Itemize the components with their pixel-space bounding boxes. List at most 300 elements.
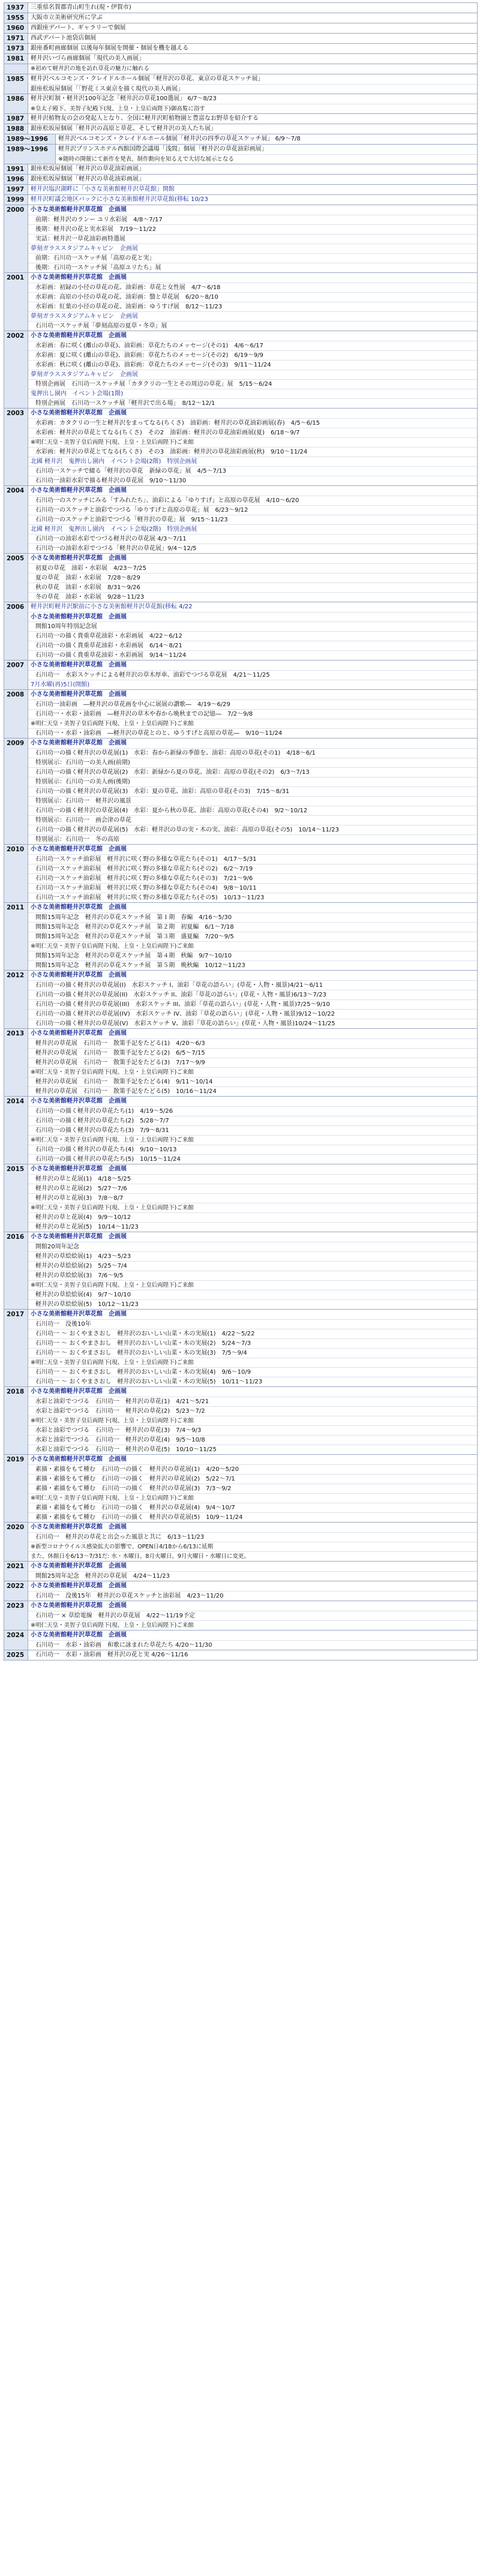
exhibition-entry: 石川功一の描く軽井沢の草花展(III) 水彩スケッチ III、油彩「草花の語らい」(草花・人物・風景)7/25〜9/10 [28,999,477,1009]
exhibition-entry: 水彩画：軽井沢の草花とてなる(ちくさ) その3 油彩画：軽井沢の草花油彩画展(秋) 9/10〜11/24 [28,447,477,457]
year-row [4,1523,477,1562]
year-row [4,971,477,1029]
exhibition-entry: 石川功一 水彩・油彩画 和歌に詠まれた草花たち 4/20〜11/30 [28,1640,477,1650]
exhibition-heading: 小さな美術館軽井沢草花館 企画展 [31,972,127,978]
exhibition-entry: ※明仁天皇・美智子皇后両陛下(現、上皇・上皇后両陛下)ご来館 [28,1135,477,1145]
year-row [4,175,477,185]
exhibition-entry: 石川功一の描く軽井沢の草花展(1) 水彩：春から新緑の季節を、油彩：高原の草花(その1) 4/18〜6/1 [28,748,477,758]
exhibition-entry: 水彩と油彩でつづる 石川功一 軽井沢の草花(3) 7/4〜9/3 [28,1425,477,1435]
exhibition-entry: また、休館日を6/13〜7/31だ: 水・木曜日、8月火曜日、9月火曜日・水曜日に変更。 [28,1551,477,1561]
exhibition-entry: 素描・素描をもて種む 石川功一の描く 軽井沢の草花展(2) 5/22〜7/1 [28,1474,477,1484]
year-label: 1973 [4,44,28,53]
exhibition-entry: 水彩画：紅葉の小径の草花の花、油彩画：ゆうすげ展 8/12〜11/23 [28,302,477,311]
year-entries [28,34,477,43]
exhibition-entry: 軽井沢の草絵絵展(2) 5/25〜7/4 [28,1261,477,1271]
year-label: 2015 [4,1164,28,1232]
exhibition-entry: 石川功一スケッチ油彩展 軽井沢に咲く野の多様な草花たち(その4) 9/8〜10/11 [28,883,477,893]
exhibition-entry: 石川功一のスケッチにみる「すみれたち」、油彩による「ゆりすげ」と高原の草花展 4/10〜6/20 [28,496,477,505]
year-entries [28,1631,477,1650]
year-row [4,660,477,690]
year-entries [28,1455,477,1522]
year-entries [28,44,477,53]
year-label: 1987 [4,114,28,124]
exhibition-entry: 石川功一 水彩スケッチによる軽井沢の草木厚車、油彩でつづる草花展 4/21〜11/25 [28,670,477,680]
year-label: 1981 [4,54,28,64]
year-entries [28,845,477,902]
exhibition-entry: 石川功一の描く貴重草花油彩・水彩画展 4/22〜6/12 [28,631,477,641]
exhibition-entry: 冬の草花 油彩・水彩展 9/28〜11/23 [28,592,477,602]
year-row [4,44,477,54]
year-label: 2023 [4,1601,28,1630]
year-entries [28,1310,477,1386]
exhibition-entry: 軽井沢の草花展 石川功一 散策手記をたどる(2) 6/5〜7/15 [28,1048,477,1058]
year-entries [28,554,477,602]
year-row [4,331,477,409]
exhibition-heading: 小さな美術館軽井沢草花館 企画展 [31,1166,127,1172]
exhibition-heading: 小さな美術館軽井沢草花館 企画展 [31,1456,127,1463]
year-row [4,205,477,273]
exhibition-heading: 小さな美術館軽井沢草花館 企画展 [31,1524,127,1530]
year-label: 1989〜1996 [4,145,56,164]
year-entries [28,3,477,13]
year-entries [28,114,477,124]
exhibition-entry: ※明仁天皇・美智子皇后両陛下(現、上皇・上皇后両陛下)ご来館 [28,1493,477,1503]
exhibition-entry: 大阪市立美術研究所に学ぶ [31,14,103,21]
exhibition-entry: 軽井沢ベルコモンズ・クレイドルホール個展「軽井沢の四季の草花スケッチ展」 6/9〜7/8 [58,136,301,142]
exhibition-heading: 小さな美術館軽井沢草花館 企画展 [28,612,477,622]
exhibition-entry: 石川功一の描く軽井沢の草花たち(3) 7/9〜8/31 [28,1125,477,1135]
year-label: 2020 [4,1523,28,1561]
year-entries [28,273,477,331]
year-label: 1989〜1996 [4,134,56,144]
year-label: 2014 [4,1097,28,1164]
exhibition-entry: 軽井沢の草花展 石川功一 散策手記をたどる(3) 7/17〜9/9 [28,1058,477,1067]
exhibition-heading: 小さな美術館軽井沢草花館 企画展 [31,740,127,746]
exhibition-heading: 小さな美術館軽井沢草花館 企画展 [31,846,127,852]
exhibition-entry: ※明仁天皇・美智子皇后両陛下(現、上皇・上皇后両陛下)ご来館 [28,1280,477,1290]
exhibition-entry: 水彩と油彩でつづる 石川功一 軽井沢の草花(2) 5/23〜7/2 [28,1406,477,1416]
exhibition-entry: 軽井沢町制・軽井沢100年記念「軽井沢の草花100選展」 6/7〜8/23 [31,95,217,102]
exhibition-entry: 7月水曜(再)5日(開館) [28,680,477,689]
year-entries [28,175,477,184]
exhibition-entry: 素描・素描をもて種む 石川功一の描く 軽井沢の草花展(3) 7/3〜9/2 [28,1484,477,1493]
exhibition-entry: 開館20周年記念 [28,1242,477,1251]
exhibition-entry: 後期：石川功一スケッチ展「高原ユリたち」展 [28,263,477,272]
year-label: 2017 [4,1310,28,1386]
year-row [4,486,477,554]
year-row [4,690,477,738]
exhibition-entry: 水彩画：高原の小径の草花の花、油彩画：翳と草花展 6/20〜8/10 [28,292,477,302]
year-row [4,1650,477,1661]
year-label: 1991 [4,164,28,174]
exhibition-entry: 石川功一のスケッチと油彩でつづる「軽井沢の草花」展 9/15〜11/23 [28,515,477,524]
year-row [4,409,477,486]
year-entries [28,1232,477,1309]
exhibition-entry: 西銀座デパート、ギャラリーで個展 [31,25,126,31]
exhibition-entry: 銀座松坂屋個展「軽井沢の高原と草花、そして軽井沢の美人たち展」 [31,125,217,132]
exhibition-entry: 特別展示：石川功一 画会津の草花 [28,815,477,825]
exhibition-entry: 石川功一 × 草絵電線 軽井沢の草花展 4/22〜11/19予定 [28,1611,477,1620]
exhibition-heading: 小さな美術館軽井沢草花館 企画展 [31,1233,127,1240]
exhibition-entry: 特別展示：石川功一 軽井沢の風景 [28,796,477,806]
exhibition-entry: 水彩と油彩でつづる 石川功一 軽井沢の草花(5) 10/10〜11/25 [28,1445,477,1454]
exhibition-entry: 軽井沢の草花展 石川功一 散策手記をたどる(1) 4/20〜6/3 [28,1038,477,1048]
exhibition-entry: ※明仁天皇・美智子皇后両陛下(現、上皇・上皇后両陛下)ご来館 [28,1203,477,1212]
exhibition-entry: 軽井沢植物友の会の発起人となり、全国に軽井沢町植物園と豊富なお野草を紹介する [31,115,259,122]
exhibition-heading: 小さな美術館軽井沢草花館 企画展 [31,410,127,416]
year-label: 2001 [4,273,28,331]
year-row [4,3,477,13]
exhibition-entry: 軽井沢の草絵絵展(3) 7/6〜9/5 [28,1271,477,1280]
year-entries [28,1581,477,1601]
exhibition-entry: 石川功一 ～ おくやまさおし 軽井沢のおいしい山菜・木の実展(2) 5/24〜7/3 [28,1338,477,1348]
exhibition-entry: 特別展示：石川功一 冬の高原 [28,834,477,844]
year-row [4,1601,477,1631]
year-label: 2018 [4,1387,28,1454]
exhibition-entry: 石川功一スケッチ油彩展 軽井沢に咲く野の多様な草花たち(その3) 7/21〜9/6 [28,873,477,883]
exhibition-entry: 石川功一 没後15年 軽井沢の草花スケッチと油彩展 4/23〜11/20 [28,1591,477,1601]
exhibition-history-table [4,2,478,1661]
year-label: 2007 [4,660,28,689]
exhibition-entry: 石川功一 軽井沢の草花と出会った風景と共に 6/13〜11/23 [28,1532,477,1542]
exhibition-entry: 実話：軽井沢一草花油彩画特選展 [28,234,477,244]
year-label: 2000 [4,205,28,272]
exhibition-entry: ※明仁天皇・美智子皇后両陛下(現、上皇・上皇后両陛下)ご来館 [28,1620,477,1630]
exhibition-entry: ※皇太子殿下、美智子妃殿下(現、上皇・上皇后両陛下)御高覧に浴す [28,104,477,113]
exhibition-entry: 石川功一スケッチ油彩展 軽井沢に咲く野の多様な草花たち(その2) 6/2〜7/19 [28,864,477,873]
year-row [4,1562,477,1581]
year-row [4,195,477,205]
exhibition-entry: 西武デパート池袋店個展 [31,35,97,41]
exhibition-entry: 軽井沢の草と花展(3) 7/8〜8/7 [28,1193,477,1203]
exhibition-entry: 石川功一の描く軽井沢の草花たち(1) 4/19〜5/26 [28,1106,477,1116]
exhibition-entry: 石川功一 ～ おくやまさおし 軽井沢のおいしい山菜・木の実展(4) 9/6〜10/9 [28,1367,477,1377]
exhibition-heading: 小さな美術館軽井沢草花館 企画展 [31,206,127,213]
exhibition-entry: ※新型コロナウイルス感染拡大の影響で、OPEN日4/18から6/13に延期 [28,1542,477,1551]
year-row [4,74,477,94]
exhibition-entry: 軽井沢ベルコモンズ・クレイドルホール個展「軽井沢の草花、東京の草花スケッチ展」 [31,76,264,82]
exhibition-entry: 初夏の草花 油彩・水彩展 4/23〜7/25 [28,563,477,573]
year-row [4,13,477,23]
year-entries [56,134,477,144]
year-entries [28,23,477,33]
year-label: 2002 [4,331,28,408]
exhibition-entry: 秋の草花 油彩・水彩展 8/31〜9/26 [28,583,477,592]
exhibition-entry: 前期：石川功一スケッチ展「高原の花と実」 [28,253,477,263]
exhibition-entry: 軽井沢の草花展 石川功一 散策手記をたどる(4) 9/11〜10/14 [28,1077,477,1086]
year-entries [28,164,477,174]
exhibition-entry: 石川功一の油彩水彩でつづる「軽井沢の草花展」9/4〜12/5 [28,544,477,553]
exhibition-heading: 小さな美術館軽井沢草花館 企画展 [31,1563,127,1569]
exhibition-entry: 素描・素描をもて種む 石川功一の描く 軽井沢の草花展(4) 9/4〜10/7 [28,1503,477,1512]
exhibition-heading: 小さな美術館軽井沢草花館 企画展 [31,691,127,698]
year-entries [28,660,477,689]
exhibition-entry: 軽井沢の草と花展(2) 5/27〜7/6 [28,1184,477,1193]
year-row [4,134,477,145]
exhibition-entry: 夢刻ガラススタジアムキャビン 企画展 [28,370,477,379]
exhibition-entry: ※明仁天皇・美智子皇后両陛下(現、上皇・上皇后両陛下)ご来館 [28,1358,477,1367]
exhibition-entry: 特別企画展 石川功一スケッチ展「軽井沢で出る場」 8/12〜12/1 [28,398,477,408]
exhibition-heading: 小さな美術館軽井沢草花館 企画展 [31,1602,127,1609]
exhibition-entry: 開館15周年記念 軽井沢の草花スケッチ展 第１期 春編 4/16〜5/30 [28,912,477,922]
year-entries [28,1562,477,1581]
exhibition-entry: 軽井沢の草絵絵展(5) 10/12〜11/23 [28,1299,477,1309]
year-entries [28,124,477,134]
exhibition-entry: 水彩と油彩でつづる 石川功一 軽井沢の草花(1) 4/21〜5/21 [28,1397,477,1406]
year-label: 2016 [4,1232,28,1309]
year-row [4,845,477,903]
exhibition-entry: 軽井沢塩沢湖畔に「小さな美術館軽井沢草花館」開館 [31,186,175,193]
exhibition-entry: 軽井沢の草と花展(1) 4/18〜5/25 [28,1174,477,1184]
year-entries [28,1650,477,1660]
exhibition-entry: 水彩画：初録の小径の草花の花、油彩画：草花と女性展 4/7〜6/18 [28,283,477,292]
exhibition-entry: 夢刻ガラススタジアムキャビン 企画展 [28,244,477,253]
exhibition-entry: 夏の草花 油彩・水彩展 7/28〜8/29 [28,573,477,583]
year-entries [28,13,477,23]
year-label: 1955 [4,13,28,23]
exhibition-entry: 石川功一スケッチ油彩展 軽井沢に咲く野の多様な草花たち(その1) 4/17〜5/31 [28,854,477,864]
year-label: 2006 [4,602,28,660]
exhibition-entry: 銀座松坂屋個展「軽井沢の草花油彩画展」 [31,166,145,172]
year-row [4,1232,477,1310]
exhibition-entry: 三重県名賀郡青山町生れ(現・伊賀市) [31,4,131,11]
year-row [4,1455,477,1523]
year-label: 2012 [4,971,28,1028]
exhibition-entry: 水彩画：春に咲く(離山の草花)、油彩画：草花たちのメッセージ(その1) 4/6〜6/17 [28,341,477,350]
exhibition-heading: 小さな美術館軽井沢草花館 企画展 [31,555,127,562]
year-row [4,94,477,114]
exhibition-entry: 鬼押出し園内 イベント会場(1階) [28,389,477,398]
exhibition-entry: 軽井沢町軽井沢駅前に小さな美術館軽井沢草花館(移転 4/22 [31,604,193,610]
year-label: 2004 [4,486,28,553]
year-row [4,738,477,845]
year-entries [28,738,477,844]
exhibition-entry: 石川功一 ～ おくやまさおし 軽井沢のおいしい山菜・木の実展(5) 10/11〜11/23 [28,1377,477,1386]
year-label: 2019 [4,1455,28,1522]
year-row [4,554,477,602]
exhibition-entry: 石川功一スケッチで綴る「軽井沢の草花 新緑の草花」展 4/5〜7/13 [28,466,477,476]
year-row [4,1310,477,1387]
year-label: 2021 [4,1562,28,1581]
exhibition-entry: 後期：軽井沢の花と実水彩展 7/19〜11/22 [28,224,477,234]
exhibition-entry: ※明仁天皇・美智子皇后両陛下(現、上皇・上皇后両陛下)ご来館 [28,1416,477,1425]
exhibition-entry: 水彩画：夏に咲く(離山の草花)、油彩画：草花たちのメッセージ(その2) 6/19〜9/9 [28,350,477,360]
exhibition-entry: 軽井沢の草絵絵展(4) 9/7〜10/10 [28,1290,477,1299]
year-entries [28,1601,477,1630]
year-label: 1997 [4,185,28,194]
exhibition-entry: 石川功一の描く軽井沢の草花展(2) 水彩：新緑から夏の草花、油彩：高原の草花(その2) 6/3〜7/13 [28,767,477,777]
exhibition-heading: 小さな美術館軽井沢草花館 企画展 [31,1311,127,1317]
year-entries [28,409,477,485]
exhibition-entry: 軽井沢町議会地区バックに小さな美術館軽井沢草花館(移転 10/23 [31,196,208,203]
exhibition-entry: ※随時の開催にて新作を発表、制作動向を知るえで大切な展示となる [56,154,477,164]
exhibition-entry: 石川功一の描く軽井沢の草花展(II) 水彩スケッチ II、油彩「草花の語らい」(草花・人物・風景)6/13〜7/23 [28,990,477,999]
exhibition-entry: 素描・素描をもて種む 石川功一の描く 軽井沢の草花展(5) 10/9〜11/24 [28,1512,477,1522]
year-row [4,124,477,134]
exhibition-entry: 石川功一の描く軽井沢の草花展(5) 水彩：軽井沢の草の実・木の実、油彩：高原の草花(その5) 10/14〜11/23 [28,825,477,834]
exhibition-heading: 小さな美術館軽井沢草花館 企画展 [31,1388,127,1395]
exhibition-heading: 小さな美術館軽井沢草花館 企画展 [31,1583,127,1589]
year-label: 1986 [4,94,28,113]
exhibition-entry: 夢刻ガラススタジアムキャビン 企画展 [28,311,477,321]
exhibition-entry: 水彩画：カタクリの一生と軽井沢をまってなる(ちくさ) 油彩画：軽井沢の草花油彩画展(春) 4/5〜6/15 [28,418,477,428]
exhibition-entry: 開館10周年特別記念展 [28,622,477,631]
exhibition-entry: 石川功一の描く軽井沢の草花展(IV) 水彩スケッチ IV、油彩「草花の語らい」(草花・人物・風景)9/12〜10/22 [28,1009,477,1019]
year-label: 2011 [4,903,28,970]
year-row [4,64,477,74]
exhibition-entry: 石川功一 没後10年 [28,1319,477,1329]
exhibition-entry: 石川功一の描く軽井沢の草花展(V) 水彩スケッチ V、油彩「草花の語らい」(草花・人物・風景)10/24〜11/25 [28,1019,477,1028]
year-row [4,1387,477,1455]
year-label: 1937 [4,3,28,13]
year-label: 2022 [4,1581,28,1601]
year-entries [28,64,477,74]
exhibition-heading: 小さな美術館軽井沢草花館 企画展 [31,662,127,668]
exhibition-heading: 小さな美術館軽井沢草花館 企画展 [31,1632,127,1638]
exhibition-entry: 銀座松坂屋個展「「野花ミス東京を描く現代の美人画展」 [28,84,477,94]
year-entries [28,185,477,194]
year-label: 2003 [4,409,28,485]
year-entries [28,54,477,64]
year-entries [28,195,477,205]
exhibition-entry: 石川功一スケッチ油彩展 軽井沢に咲く野の多様な草花たち(その5) 10/13〜11/23 [28,893,477,902]
year-row [4,1029,477,1097]
exhibition-entry: 石川功一・水彩・油彩画 ―軽井沢の草花とのと、ゆうすげと高原の草花― 9/10〜11/24 [28,728,477,738]
exhibition-entry: 開館15周年記念 軽井沢の草花スケッチ展 第５期 晩秋編 10/12〜11/23 [28,960,477,970]
year-entries [28,205,477,272]
year-label: 2025 [4,1650,28,1660]
exhibition-entry: 銀座松坂屋個展「軽井沢の草花油彩画展」 [31,176,145,182]
year-label: 2013 [4,1029,28,1096]
year-row [4,164,477,175]
year-label: 2008 [4,690,28,738]
exhibition-entry: 石川功一の描く貴重草花油彩・水彩画展 6/14〜8/21 [28,641,477,650]
year-row [4,602,477,660]
exhibition-entry: 石川功一油彩画 ―軽井沢の草花画を中心に展展の讃歌― 4/19〜6/29 [28,699,477,709]
exhibition-entry: 開館15周年記念 軽井沢の草花スケッチ展 第２期 初夏編 6/1〜7/18 [28,922,477,932]
exhibition-entry: 開館25周年記念 軽井沢の草花展 4/24〜11/23 [28,1571,477,1581]
exhibition-entry: 石川功一 ～ おくやまさおし 軽井沢のおいしい山菜・木の実展(3) 7/5〜9/4 [28,1348,477,1358]
year-row [4,1164,477,1232]
year-label: 2024 [4,1631,28,1650]
exhibition-entry: ※明仁天皇・美智子皇后両陛下(現、上皇・上皇后両陛下)ご来館 [28,1067,477,1077]
exhibition-heading: 小さな美術館軽井沢草花館 企画展 [31,1030,127,1037]
exhibition-entry: 軽井沢いづら画廊個展「現代の美人画展」 [31,55,145,62]
exhibition-heading: 小さな美術館軽井沢草花館 企画展 [31,274,127,281]
year-row [4,1631,477,1650]
year-entries [28,94,477,113]
exhibition-heading: 小さな美術館軽井沢草花館 企画展 [31,904,127,911]
exhibition-entry: 水彩と油彩でつづる 石川功一 軽井沢の草花(4) 9/5〜10/8 [28,1435,477,1445]
exhibition-entry: 石川功一の描く軽井沢の草花展(4) 水彩：夏から秋の草花、油彩：高原の草花(その4) 9/2〜10/12 [28,806,477,815]
exhibition-entry: 石川功一の描く軽井沢の草花展(I) 水彩スケッチ I、油彩「草花の語らい」(草花・人物・風景)4/21〜6/11 [28,980,477,990]
year-entries [28,690,477,738]
exhibition-entry: 石川功一の油彩水彩でつづる軽井沢の草花展 4/3〜7/11 [28,534,477,544]
exhibition-entry: 石川功一・水彩・油彩画 ―軽井沢の草木や春から晩秋までの記憶― 7/2〜9/8 [28,709,477,719]
exhibition-entry: 開館15周年記念 軽井沢の草花スケッチ展 第４期 秋編 9/7〜10/10 [28,951,477,960]
exhibition-entry: 前期：軽井沢のランー ユリ水彩展 4/8〜7/17 [28,215,477,224]
exhibition-entry: ※明仁天皇・美智子皇后両陛下(現、上皇・上皇后両陛下)ご来館 [28,941,477,951]
year-row [4,903,477,971]
year-label: 2009 [4,738,28,844]
year-row [4,23,477,34]
year-label: 1960 [4,23,28,33]
year-row [4,145,477,164]
exhibition-entry: 水彩画：軽井沢の草花とてなる(ちくさ) その2 油彩画：軽井沢の草花油彩画展(夏) 6/18〜9/7 [28,428,477,437]
exhibition-entry: 石川功一の描く軽井沢の草花展(3) 水彩：夏の草花、油彩：高原の草花(その3) 7/15〜8/31 [28,786,477,796]
exhibition-entry: 石川功一の描く軽井沢の草花たち(2) 5/28〜7/7 [28,1116,477,1125]
exhibition-entry: 石川功一油彩水彩で描る軽井沢の草花展 9/10〜11/30 [28,476,477,485]
exhibition-entry: 軽井沢の草と花展(4) 9/9〜10/12 [28,1212,477,1222]
year-row [4,54,477,64]
year-row [4,273,477,331]
year-row [4,114,477,124]
exhibition-entry: 軽井沢プリンスホテル西館国際会議場「浅間」個展「軽井沢の草花油彩画展」 [58,146,268,152]
exhibition-entry: 石川功一の描く軽井沢の草花たち(5) 10/15〜11/24 [28,1154,477,1164]
year-entries [56,145,477,164]
exhibition-entry: 石川功一 ～ おくやまさおし 軽井沢のおいしい山菜・木の実展(1) 4/22〜5/22 [28,1329,477,1338]
year-entries [28,903,477,970]
year-entries [28,486,477,553]
year-row [4,1581,477,1601]
year-row [4,185,477,195]
year-entries [28,331,477,408]
year-entries [28,971,477,1028]
exhibition-entry: 銀座番町画廊個展 以後毎年個展を開催・個展を機を越える [31,45,189,52]
year-entries [28,1097,477,1164]
year-entries [28,1029,477,1096]
exhibition-entry: 特別企画展 石川功一スケッチ展「カタクリの一生とその周辺の草花」展 5/15〜6/24 [28,379,477,389]
year-label: 1985 [4,74,28,94]
year-entries [28,74,477,94]
exhibition-entry: 特別展示：石川功一の美人画(後期) [28,777,477,786]
year-label [4,64,28,74]
exhibition-entry: 特別展示：石川功一の美人画(前期) [28,758,477,767]
exhibition-entry: 石川功一の描く貴重草花油彩・水彩画展 9/14〜11/24 [28,650,477,660]
year-row [4,1097,477,1164]
year-entries [28,1523,477,1561]
exhibition-entry: 石川功一の描く軽井沢の草花たち(4) 9/10〜10/13 [28,1145,477,1154]
exhibition-entry: 軽井沢の草絵絵展(1) 4/23〜5/23 [28,1251,477,1261]
exhibition-entry: 北國 軽井沢 鬼押出し園内 イベント会場(2階) 特別企画展 [28,457,477,466]
year-label: 2010 [4,845,28,902]
year-row [4,34,477,44]
exhibition-entry: 北國 軽井沢 鬼押出し園内 イベント会場(2階) 特別企画展 [28,524,477,534]
exhibition-entry: 軽井沢の草と花展(5) 10/14〜11/23 [28,1222,477,1232]
exhibition-heading: 小さな美術館軽井沢草花館 企画展 [31,1098,127,1104]
year-label: 1988 [4,124,28,134]
year-label: 1999 [4,195,28,205]
year-entries [28,602,477,660]
exhibition-entry: 石川功一スケッチ展「夢刻高原の夏草・冬草」展 [28,321,477,331]
exhibition-entry: 水彩画：秋に咲く(離山の草花)、油彩画：草花たちのメッセージ(その3) 9/11〜11/24 [28,360,477,370]
exhibition-entry: 石川功一のスケッチと油彩でつづる「ゆりすげと高原の草花」展 6/23〜9/12 [28,505,477,515]
year-label: 2005 [4,554,28,602]
exhibition-heading: 小さな美術館軽井沢草花館 企画展 [31,487,127,494]
exhibition-entry: ※明仁天皇・美智子皇后両陛下(現、上皇・上皇后両陛下)ご来館 [28,437,477,447]
year-label: 1996 [4,175,28,184]
exhibition-entry: 開館15周年記念 軽井沢の草花スケッチ展 第３期 盛夏編 7/20〜9/5 [28,932,477,941]
exhibition-heading: 小さな美術館軽井沢草花館 企画展 [31,332,127,339]
year-entries [28,1164,477,1232]
year-label: 1971 [4,34,28,43]
exhibition-entry: 素描・素描をもて種む 石川功一の描く 軽井沢の草花展(1) 4/20〜5/20 [28,1464,477,1474]
exhibition-entry: ※初めて軽井沢の地を訪れ草花の魅力に触れる [31,65,149,72]
exhibition-entry: 石川功一 水彩・油彩画 軽井沢の花と実 4/26〜11/16 [35,1652,188,1658]
exhibition-entry: 軽井沢の草花展 石川功一 散策手記をたどる(5) 10/16〜11/24 [28,1086,477,1096]
exhibition-entry: ※明仁天皇・美智子皇后両陛下(現、上皇・上皇后両陛下)ご来館 [28,719,477,728]
year-entries [28,1387,477,1454]
